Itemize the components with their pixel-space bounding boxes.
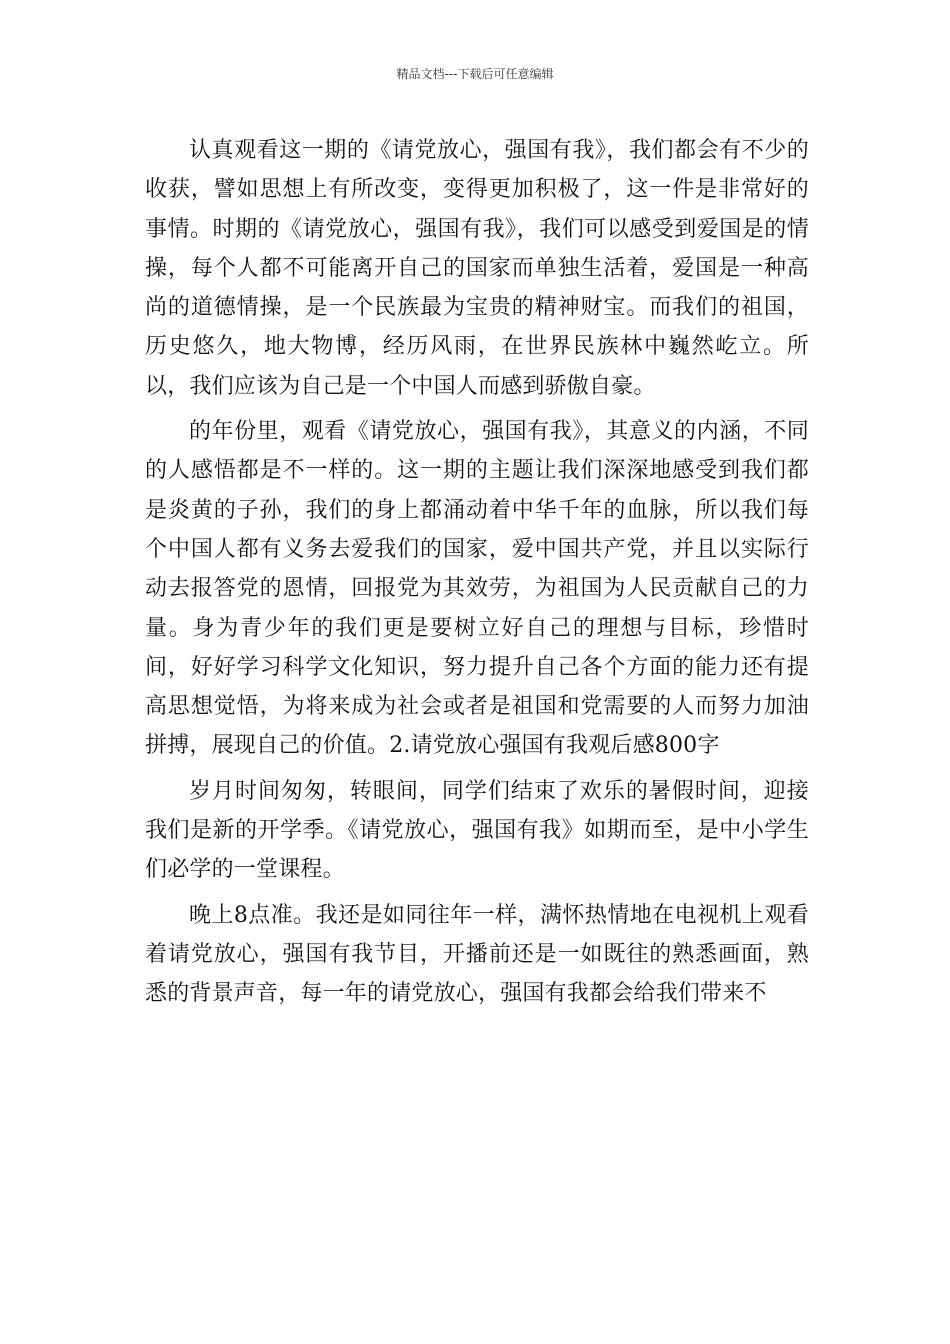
document-body — [145, 131, 809, 1014]
paragraph-2: 的年份里，观看《请党放心，强国有我》，其意义的内涵，不同的人感悟都是不一样的。这一期的主题让我们深深地感受到我们都是炎黄的子孙，我们的身上都涌动着中华千年的血脉，所以我们每个中国人都有义务去爱我们的国家，爱中国共产党，并且以实际行动去报答党的恩情，回报党为其效劳，为祖国为人民贡献自己的力量。身为青少年的我们更是要树立好自己的理想与目标，珍惜时间，好好学习科学文化知识，努力提升自己各个方面的能力还有提高思想觉悟，为将来成为社会或者是祖国和党需要的人而努力加油拼搏，展现自己的价值。2.请党放心强国有我观后感800字 — [145, 419, 809, 759]
paragraph-3: 岁月时间匆匆，转眼间，同学们结束了欢乐的暑假时间，迎接我们是新的开学季。《请党放心，强国有我》如期而至，是中小学生们必学的一堂课程。 — [145, 778, 809, 883]
paragraph-4: 晚上8点准。我还是如同往年一样，满怀热情地在电视机上观看着请党放心，强国有我节目，开播前还是一如既往的熟悉画面，熟悉的背景声音，每一年的请党放心，强国有我都会给我们带来不 — [145, 902, 809, 1007]
page-header: 精品文档---下载后可任意编辑 — [396, 67, 554, 81]
paragraph-1: 认真观看这一期的《请党放心，强国有我》，我们都会有不少的收获，譬如思想上有所改变，变得更加积极了，这一件是非常好的事情。时期的《请党放心，强国有我》，我们可以感受到爱国是的情操，每个人都不可能离开自己的国家而单独生活着，爱国是一种高尚的道德情操，是一个民族最为宝贵的精神财宝。而我们的祖国，历史悠久，地大物博，经历风雨，在世界民族林中巍然屹立。所以，我们应该为自己是一个中国人而感到骄傲自豪。 — [145, 138, 809, 399]
